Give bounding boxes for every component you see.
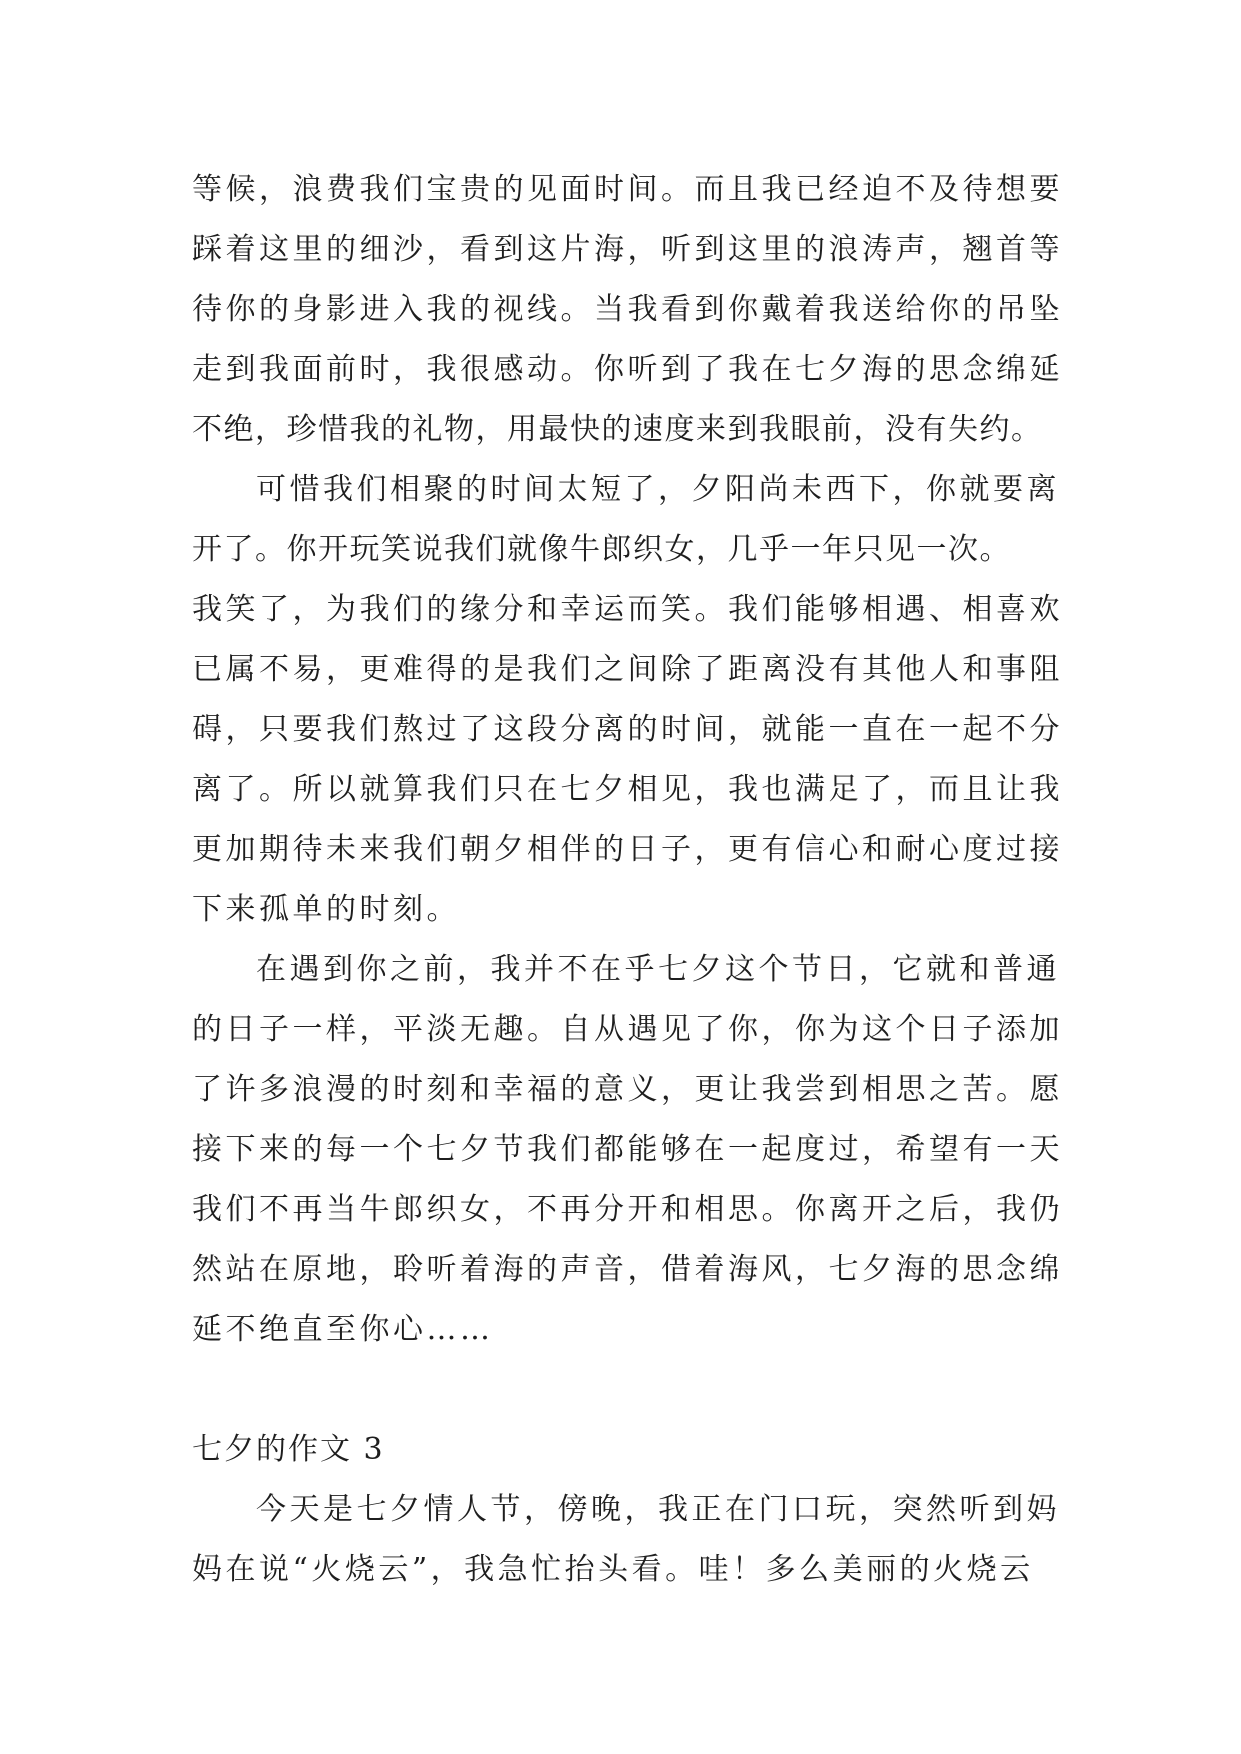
text-line: 然站在原地，聆听着海的声音，借着海风，七夕海的思念绵 xyxy=(192,1252,1063,1287)
text-line: 碍，只要我们熬过了这段分离的时间，就能一直在一起不分 xyxy=(192,712,1063,747)
document-body xyxy=(192,160,1072,1600)
text-line: 了许多浪漫的时刻和幸福的意义，更让我尝到相思之苦。愿 xyxy=(192,1072,1063,1107)
text-line: 踩着这里的细沙，看到这片海，听到这里的浪涛声，翘首等 xyxy=(192,232,1063,267)
text-line: 我笑了，为我们的缘分和幸运而笑。我们能够相遇、相喜欢 xyxy=(192,592,1063,627)
text-line: 接下来的每一个七夕节我们都能够在一起度过，希望有一天 xyxy=(192,1132,1063,1167)
text-line: 下来孤单的时刻。 xyxy=(192,892,460,927)
text-line: 开了。你开玩笑说我们就像牛郎织女，几乎一年只见一次。 xyxy=(192,532,1011,567)
text-line: 延不绝直至你心…… xyxy=(192,1312,494,1347)
paragraph-start-line: 在遇到你之前，我并不在乎七夕这个节日，它就和普通 xyxy=(256,952,1060,987)
text-line: 我们不再当牛郎织女，不再分开和相思。你离开之后，我仍 xyxy=(192,1192,1063,1227)
text-line: 更加期待未来我们朝夕相伴的日子，更有信心和耐心度过接 xyxy=(192,832,1063,867)
text-line: 的日子一样，平淡无趣。自从遇见了你，你为这个日子添加 xyxy=(192,1012,1063,1047)
text-line: 离了。所以就算我们只在七夕相见，我也满足了，而且让我 xyxy=(192,772,1063,807)
text-line: 走到我面前时，我很感动。你听到了我在七夕海的思念绵延 xyxy=(192,352,1063,387)
text-line: 待你的身影进入我的视线。当我看到你戴着我送给你的吊坠 xyxy=(192,292,1063,327)
text-line: 不绝，珍惜我的礼物，用最快的速度来到我眼前，没有失约。 xyxy=(192,412,1043,447)
text-line: 妈在说“火烧云”，我急忙抬头看。哇！多么美丽的火烧云 xyxy=(192,1552,1034,1587)
text-line: 已属不易，更难得的是我们之间除了距离没有其他人和事阻 xyxy=(192,652,1063,687)
section-title: 七夕的作文 3 xyxy=(192,1432,385,1467)
text-line: 等候，浪费我们宝贵的见面时间。而且我已经迫不及待想要 xyxy=(192,172,1063,207)
paragraph-start-line: 今天是七夕情人节，傍晚，我正在门口玩，突然听到妈 xyxy=(256,1492,1060,1527)
section-gap xyxy=(192,1360,1072,1420)
paragraph-start-line: 可惜我们相聚的时间太短了，夕阳尚未西下，你就要离 xyxy=(256,472,1060,507)
